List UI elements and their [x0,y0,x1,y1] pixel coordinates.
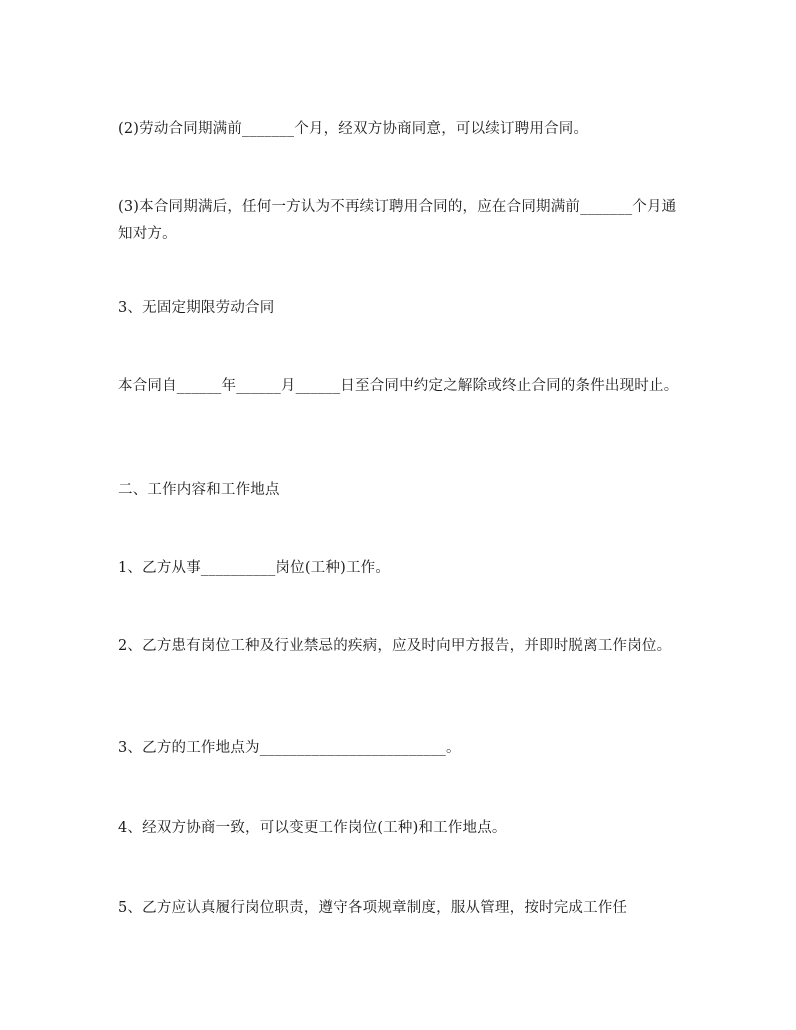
paragraph-non-renewal-notice: (3)本合同期满后，任何一方认为不再续订聘用合同的，应在合同期满前_______个月通知对方。 [118,199,677,242]
paragraph-contract-renewal-notice: (2)劳动合同期满前_______个月，经双方协商同意，可以续订聘用合同。 [118,121,589,137]
section-heading-work-content-location: 二、工作内容和工作地点 [118,482,280,498]
paragraph-job-duties: 5、乙方应认真履行岗位职责，遵守各项规章制度，服从管理，按时完成工作任 [118,900,628,916]
paragraph-job-position: 1、乙方从事__________岗位(工种)工作。 [118,560,391,576]
paragraph-change-position: 4、经双方协商一致，可以变更工作岗位(工种)和工作地点。 [118,820,507,836]
paragraph-occupational-disease: 2、乙方患有岗位工种及行业禁忌的疾病，应及时向甲方报告，并即时脱离工作岗位。 [118,638,672,654]
paragraph-work-location: 3、乙方的工作地点为_________________________。 [118,740,461,756]
heading-indefinite-term-contract: 3、无固定期限劳动合同 [118,300,275,316]
paragraph-contract-start-date: 本合同自______年______月______日至合同中约定之解除或终止合同的条件出现时止。 [118,378,679,394]
